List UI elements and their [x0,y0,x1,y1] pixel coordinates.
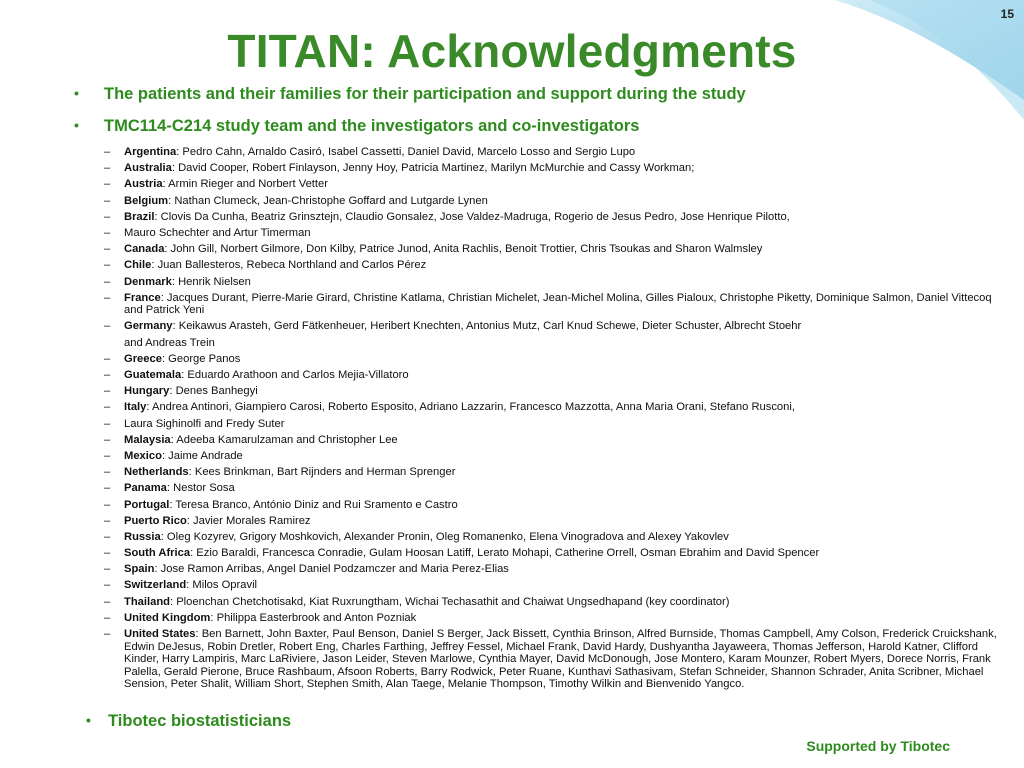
investigator-list-item [104,353,1004,366]
investigator-names: : Kees Brinkman, Bart Rijnders and Herman Sprenger [188,466,456,479]
investigator-names: : George Panos [161,352,241,365]
investigator-list-item [104,178,1004,191]
country-name: Chile [124,259,152,272]
country-name: Canada [124,243,165,256]
investigator-list-item [104,612,1004,625]
investigator-names: : John Gill, Norbert Gilmore, Don Kilby, Patrice Junod, Anita Rachlis, Benoit Trottier, Chris Tsoukas and Sharon Walmsley [164,243,763,256]
sponsor-note: Supported by Tibotec [806,738,950,754]
investigator-list-item [104,211,1004,224]
country-name: Malaysia [124,433,171,446]
country-name: Switzerland [124,579,187,592]
dash-marker: – [104,162,111,175]
investigator-names: : Ben Barnett, John Baxter, Paul Benson, Daniel S Berger, Jack Bissett, Cynthia Brinson, Alfred Burnside, Thomas Campbell, Amy Colson, Frederick Cruickshank, Edwin DeJesus, Robin Dretler, Robert Eng, Charles Farthing, Jeffrey Fessel, Michael Frank, David Hardy, Dushyantha Jayaweera, Thomas Jefferson, Harold Katner, Clifford Kinder, Harry Lampiris, Marc LaRiviere, Jason Leider, Steven Marlowe, Cynthia Mayer, David McDonough, Jose Montero, Karam Mounzer, Robert Myers, Dorece Norris, Frank Palella, Gerald Pierone, Bruce Rashbaum, Afsoon Roberts, Barry Rodwick, Peter Ruane, Kunthavi Sathasivam, Stefan Schneider, Shannon Schrader, Anita Scribner, Michael Sension, Peter Shalit, William Short, Stephen Smith, Alan Taege, Melanie Thompson, Timothy Wilkin and Bienvenido Yangco. [124,628,997,691]
investigator-list-item [104,547,1004,560]
investigator-names: Laura Sighinolfi and Fredy Suter [124,417,285,430]
investigator-list-item [104,596,1004,609]
dash-marker: – [104,178,111,191]
bullet-text: The patients and their families for their participation and support during the study [104,85,746,103]
dash-marker: – [104,433,111,446]
country-name: Thailand [124,595,170,608]
investigator-names: : Pedro Cahn, Arnaldo Casiró, Isabel Cassetti, Daniel David, Marcelo Losso and Sergio Lupo [176,146,636,158]
country-name: Italy [124,401,147,414]
dash-marker: – [104,595,111,608]
investigator-list-item [104,369,1004,382]
investigator-names: : Javier Morales Ramirez [186,514,311,527]
investigator-list-item [104,515,1004,528]
dash-marker: – [104,275,111,288]
investigator-list-item [104,563,1004,576]
dash-marker: – [104,530,111,543]
country-name: Hungary [124,385,170,398]
investigator-list-item [104,450,1004,463]
bullet-dot: • [86,712,91,728]
investigator-names: : Armin Rieger and Norbert Vetter [162,178,328,191]
dash-marker: – [104,563,111,576]
country-name: France [124,291,161,304]
country-name: Russia [124,530,161,543]
dash-marker: – [104,401,111,414]
investigator-names: : Jose Ramon Arribas, Angel Daniel Podzamczer and Maria Perez-Elias [154,563,509,576]
investigator-list-item [104,482,1004,495]
investigator-names: : Teresa Branco, António Diniz and Rui Sramento e Castro [169,498,458,511]
dash-marker: – [104,449,111,462]
investigator-names: : Philippa Easterbrook and Anton Pozniak [210,611,417,624]
dash-marker: – [104,291,111,304]
country-name: Spain [124,563,155,576]
country-name: Greece [124,352,162,365]
investigator-names: : Andrea Antinori, Giampiero Carosi, Roberto Esposito, Adriano Lazzarin, Francesco Mazzotta, Anna Maria Orani, Stefano Rusconi, [146,401,795,414]
investigator-list-item [104,579,1004,592]
country-name: Belgium [124,194,169,207]
country-name: Mexico [124,449,162,462]
investigator-names: : Milos Opravil [186,579,258,592]
dash-marker: – [104,320,111,333]
dash-marker: – [104,210,111,223]
bullet-dot: • [74,85,79,101]
dash-marker: – [104,146,111,158]
investigator-list-item [104,276,1004,289]
investigator-names: Mauro Schechter and Artur Timerman [124,226,311,239]
dash-marker: – [104,352,111,365]
investigator-list-item [104,418,1004,431]
country-name: Australia [124,162,172,175]
investigator-list-item [104,320,1004,333]
investigator-names: : Keikawus Arasteh, Gerd Fätkenheuer, Heribert Knechten, Antonius Mutz, Carl Knud Schewe, Dieter Schuster, Albrecht Stoehr [172,320,802,333]
investigator-names: and Andreas Trein [124,336,215,349]
country-name: South Africa [124,547,191,560]
country-name: United States [124,628,196,641]
country-name: Austria [124,178,163,191]
investigator-list-item [104,162,1004,175]
dash-marker: – [104,482,111,495]
investigator-names: : Jacques Durant, Pierre-Marie Girard, Christine Katlama, Christian Michelet, Jean-Michel Molina, Gilles Pialoux, Christophe Piketty, Dominique Salmon, Daniel Vittecoq and Patrick Yeni [124,291,992,317]
investigator-list-item [104,243,1004,256]
dash-marker: – [104,514,111,527]
dash-marker: – [104,611,111,624]
investigator-list-item [104,385,1004,398]
country-name: Guatemala [124,369,182,382]
country-name: Puerto Rico [124,514,187,527]
investigator-names: : Jaime Andrade [161,449,243,462]
dash-marker: – [104,498,111,511]
dash-marker: – [104,466,111,479]
bullet-dot: • [74,117,79,133]
investigator-list-item [104,195,1004,208]
bullet-study-team [74,117,640,136]
dash-marker: – [104,417,111,430]
bullet-text: TMC114-C214 study team and the investigators and co-investigators [104,117,640,135]
country-name: United Kingdom [124,611,211,624]
investigator-list-item [104,146,1004,159]
page-number: 15 [1000,7,1014,21]
country-name: Argentina [124,146,177,158]
dash-marker: – [104,579,111,592]
investigator-list-item [104,259,1004,272]
investigator-list-item [104,434,1004,447]
investigator-list-item [104,466,1004,479]
investigator-list-item [104,628,1004,691]
slide-title: TITAN: Acknowledgments [227,25,797,77]
investigator-list-item [104,401,1004,414]
country-name: Portugal [124,498,170,511]
investigator-names: : Oleg Kozyrev, Grigory Moshkovich, Alexander Pronin, Oleg Romanenko, Elena Vinogradova and Alexey Yakovlev [160,530,729,543]
dash-marker: – [104,385,111,398]
investigator-list [104,146,1004,695]
dash-marker: – [104,194,111,207]
country-name: Brazil [124,210,155,223]
investigator-list-item [104,499,1004,512]
country-name: Panama [124,482,167,495]
country-name: Denmark [124,275,172,288]
investigator-names: : Denes Banhegyi [169,385,258,398]
investigator-list-item [104,337,1004,350]
investigator-names: : Ezio Baraldi, Francesca Conradie, Gulam Hoosan Latiff, Lerato Mohapi, Catherine Orrell, Osman Ebrahim and David Spencer [190,547,820,560]
investigator-names: : Adeeba Kamarulzaman and Christopher Lee [170,433,398,446]
investigator-names: : Nestor Sosa [166,482,235,495]
bullet-text: Tibotec biostatisticians [108,712,292,730]
investigator-names: : Eduardo Arathoon and Carlos Mejia-Villatoro [181,369,409,382]
investigator-names: : Clovis Da Cunha, Beatriz Grinsztejn, Claudio Gonsalez, Jose Valdez-Madruga, Rogerio de Jesus Pedro, Jose Henrique Pilotto, [154,210,790,223]
dash-marker: – [104,243,111,256]
country-name: Germany [124,320,173,333]
investigator-names: : Nathan Clumeck, Jean-Christophe Goffard and Lutgarde Lynen [168,194,488,207]
investigator-list-item [104,292,1004,317]
investigator-names: : Henrik Nielsen [171,275,251,288]
country-name: Netherlands [124,466,189,479]
investigator-names: : Ploenchan Chetchotisakd, Kiat Ruxrungtham, Wichai Techasathit and Chaiwat Ungsedhapand (key coordinator) [170,595,730,608]
dash-marker: – [104,226,111,239]
dash-marker: – [104,547,111,560]
dash-marker: – [104,628,111,641]
investigator-names: : David Cooper, Robert Finlayson, Jenny Hoy, Patricia Martinez, Marilyn McMurchie and Cassy Workman; [171,162,695,175]
investigator-names: : Juan Ballesteros, Rebeca Northland and Carlos Pérez [151,259,427,272]
bullet-patients [74,85,746,104]
investigator-list-item [104,227,1004,240]
investigator-list-item [104,531,1004,544]
dash-marker: – [104,259,111,272]
dash-marker: – [104,369,111,382]
bullet-biostatisticians [86,712,292,731]
